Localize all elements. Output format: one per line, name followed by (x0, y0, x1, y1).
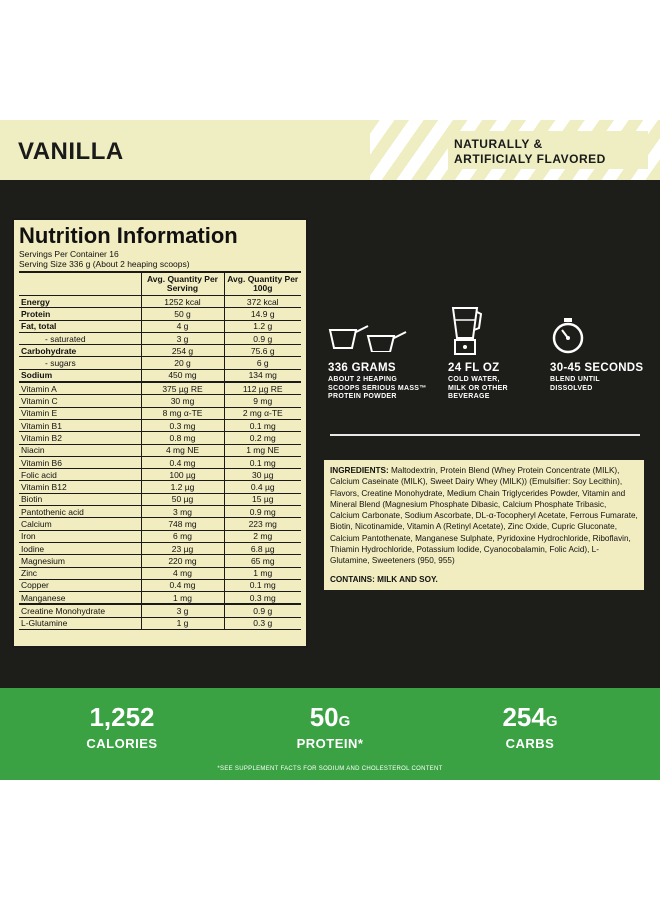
nutrient-name: Iodine (19, 542, 141, 554)
ingredients-text (330, 465, 638, 567)
stat-protein (290, 702, 370, 751)
nutrition-row (19, 506, 301, 518)
nutrition-row (19, 456, 301, 468)
per-100g-value: 372 kcal (224, 296, 301, 308)
nutrition-row (19, 332, 301, 344)
nutrition-row (19, 357, 301, 369)
flavor-note-line1: NATURALLY & (454, 137, 543, 151)
nutrition-title: Nutrition Information (19, 223, 238, 248)
per-100g-value: 14.9 g (224, 308, 301, 320)
nutrition-label (12, 218, 308, 648)
per-100g-value: 0.2 mg (224, 432, 301, 444)
stat-calories (82, 702, 162, 751)
nutrient-name: Biotin (19, 493, 141, 505)
header-blank (19, 272, 141, 296)
direction-liquid-note: COLD WATER, MILK OR OTHER BEVERAGE (448, 376, 508, 400)
per-serving-value: 0.4 mg (141, 579, 224, 591)
per-serving-value: 220 mg (141, 555, 224, 567)
per-serving-value: 20 g (141, 357, 224, 369)
nutrition-row (19, 432, 301, 444)
nutrient-name: Protein (19, 308, 141, 320)
per-100g-value: 75.6 g (224, 345, 301, 357)
column-per-serving: Avg. Quantity Per Serving (141, 272, 224, 296)
serving-size: Serving Size 336 g (About 2 heaping scoops) (19, 259, 190, 269)
flavor-note (448, 131, 648, 169)
nutrition-row (19, 395, 301, 407)
nutrient-name: Copper (19, 579, 141, 591)
nutrient-name: Vitamin B1 (19, 419, 141, 431)
per-serving-value: 100 µg (141, 469, 224, 481)
direction-blend-time: 30-45 SECONDS (550, 362, 644, 374)
per-100g-value: 30 µg (224, 469, 301, 481)
stat-calories-label: CALORIES (86, 736, 158, 751)
nutrient-name: Calcium (19, 518, 141, 530)
nutrient-name: Carbohydrate (19, 345, 141, 357)
per-serving-value: 4 g (141, 320, 224, 332)
per-serving-value: 450 mg (141, 369, 224, 382)
nutrition-row (19, 345, 301, 357)
ingredients-box (324, 460, 644, 590)
per-serving-value: 3 g (141, 332, 224, 344)
direction-blend-note: BLEND UNTIL DISSOLVED (550, 376, 600, 392)
nutrient-name: Vitamin E (19, 407, 141, 419)
per-serving-value: 254 g (141, 345, 224, 357)
timer-icon (550, 318, 586, 358)
nutrition-row (19, 592, 301, 605)
per-100g-value: 134 mg (224, 369, 301, 382)
per-serving-value: 4 mg NE (141, 444, 224, 456)
nutrition-table (19, 271, 301, 630)
per-serving-value: 3 mg (141, 506, 224, 518)
per-serving-value: 6 mg (141, 530, 224, 542)
per-serving-value: 375 µg RE (141, 382, 224, 395)
nutrient-name: Sodium (19, 369, 141, 382)
per-serving-value: 0.3 mg (141, 419, 224, 431)
nutrient-name: Vitamin B6 (19, 456, 141, 468)
per-100g-value: 0.9 mg (224, 506, 301, 518)
nutrient-name: Vitamin C (19, 395, 141, 407)
directions-divider (330, 434, 640, 436)
scoops-icon (328, 322, 408, 352)
nutrient-name: Vitamin A (19, 382, 141, 395)
nutrition-row (19, 481, 301, 493)
nutrition-row (19, 296, 301, 308)
nutrition-row (19, 320, 301, 332)
per-serving-value: 30 mg (141, 395, 224, 407)
per-100g-value: 1 mg NE (224, 444, 301, 456)
stat-protein-label: PROTEIN* (296, 736, 364, 751)
direction-liquid-amount: 24 FL OZ (448, 362, 500, 374)
column-per-100g: Avg. Quantity Per 100g (224, 272, 301, 296)
nutrition-row (19, 617, 301, 629)
nutrition-row (19, 407, 301, 419)
per-serving-value: 1 mg (141, 592, 224, 605)
per-100g-value: 1 mg (224, 567, 301, 579)
per-100g-value: 6.8 µg (224, 542, 301, 554)
per-100g-value: 2 mg (224, 530, 301, 542)
direction-scoops-note: ABOUT 2 HEAPING SCOOPS SERIOUS MASS™ PROTEIN POWDER (328, 376, 427, 400)
nutrition-row (19, 530, 301, 542)
nutrition-row (19, 579, 301, 591)
nutrient-name: Pantothenic acid (19, 506, 141, 518)
nutrient-name: Magnesium (19, 555, 141, 567)
per-100g-value: 15 µg (224, 493, 301, 505)
nutrient-name: Iron (19, 530, 141, 542)
nutrition-row (19, 493, 301, 505)
nutrient-name: Creatine Monohydrate (19, 604, 141, 617)
per-serving-value: 1 g (141, 617, 224, 629)
per-serving-value: 748 mg (141, 518, 224, 530)
per-100g-value: 2 mg α-TE (224, 407, 301, 419)
per-100g-value: 9 mg (224, 395, 301, 407)
nutrition-row (19, 308, 301, 320)
nutrient-name: Niacin (19, 444, 141, 456)
per-100g-value: 0.1 mg (224, 456, 301, 468)
per-serving-value: 0.8 mg (141, 432, 224, 444)
per-serving-value: 0.4 mg (141, 456, 224, 468)
per-serving-value: 8 mg α-TE (141, 407, 224, 419)
per-serving-value: 23 µg (141, 542, 224, 554)
nutrition-header-row (19, 272, 301, 296)
nutrient-name: Folic acid (19, 469, 141, 481)
nutrient-name: Manganese (19, 592, 141, 605)
per-serving-value: 1.2 µg (141, 481, 224, 493)
flavor-title: VANILLA (18, 138, 124, 165)
stat-calories-value: 1,252 (89, 702, 155, 732)
direction-scoops-amount: 336 GRAMS (328, 362, 396, 374)
per-100g-value: 0.9 g (224, 332, 301, 344)
stat-carbs-label: CARBS (505, 736, 555, 751)
per-100g-value: 0.1 mg (224, 579, 301, 591)
per-100g-value: 1.2 g (224, 320, 301, 332)
nutrition-row (19, 469, 301, 481)
per-serving-value: 3 g (141, 604, 224, 617)
per-serving-value: 4 mg (141, 567, 224, 579)
stat-protein-value: 50G (309, 702, 351, 732)
nutrient-name: - saturated (19, 332, 141, 344)
per-100g-value: 0.3 g (224, 617, 301, 629)
per-100g-value: 0.1 mg (224, 419, 301, 431)
mixing-directions (328, 300, 646, 400)
allergen-statement: CONTAINS: MILK AND SOY. (330, 574, 438, 584)
flavor-note-line2: ARTIFICIALY FLAVORED (454, 152, 606, 166)
nutrient-name: Vitamin B12 (19, 481, 141, 493)
nutrition-row (19, 518, 301, 530)
flavor-header (0, 120, 660, 180)
per-serving-value: 50 µg (141, 493, 224, 505)
per-100g-value: 65 mg (224, 555, 301, 567)
nutrition-row (19, 382, 301, 395)
nutrition-row (19, 369, 301, 382)
per-100g-value: 223 mg (224, 518, 301, 530)
stat-carbs (488, 702, 572, 751)
nutrient-name: Fat, total (19, 320, 141, 332)
nutrient-name: - sugars (19, 357, 141, 369)
nutrition-row (19, 567, 301, 579)
nutrition-row (19, 419, 301, 431)
per-100g-value: 0.3 mg (224, 592, 301, 605)
servings-per-container: Servings Per Container 16 (19, 249, 119, 259)
per-serving-value: 50 g (141, 308, 224, 320)
nutrition-row (19, 604, 301, 617)
per-100g-value: 6 g (224, 357, 301, 369)
nutrient-name: Energy (19, 296, 141, 308)
nutrition-row (19, 555, 301, 567)
nutrition-row (19, 542, 301, 554)
blender-icon (448, 304, 482, 358)
per-100g-value: 0.4 µg (224, 481, 301, 493)
nutrient-name: L-Glutamine (19, 617, 141, 629)
per-100g-value: 0.9 g (224, 604, 301, 617)
stat-carbs-value: 254G (502, 702, 558, 732)
nutrient-name: Vitamin B2 (19, 432, 141, 444)
nutrient-name: Zinc (19, 567, 141, 579)
ingredients-label: INGREDIENTS: (330, 466, 389, 475)
footnote: *SEE SUPPLEMENT FACTS FOR SODIUM AND CHOLESTEROL CONTENT (217, 766, 443, 772)
nutrition-row (19, 444, 301, 456)
per-100g-value: 112 µg RE (224, 382, 301, 395)
per-serving-value: 1252 kcal (141, 296, 224, 308)
ingredients-list: Maltodextrin, Protein Blend (Whey Protein Concentrate (MILK), Calcium Caseinate (MILK), Sweet Dairy Whey (MILK)) (Emulsifier: Soy Lecithin), Flavors, Creatine Monohydrate, Medium Chain Triglycerides Powder, Vitamin and Mineral Blend (Magnesium Phosphate Dibasic, Calcium Phosphate Tribasic, Calcium Carbonate, Sodium Ascorbate, DL-α-Tocopheryl Acetate, Ferrous Fumarate, Biotin, Nicotinamide, Vitamin A (Retinyl Acetate), Zinc Oxide, Cupric Gluconate, Calcium Pantothenate, Manganese Sulphate, Pyridoxine Hydrochloride, Riboflavin, Thiamin Hydrochloride, Potassium Iodide, Cyanocobalamin, Folic Acid), L-Glutamine, Sweeteners (950, 955) (330, 466, 638, 566)
